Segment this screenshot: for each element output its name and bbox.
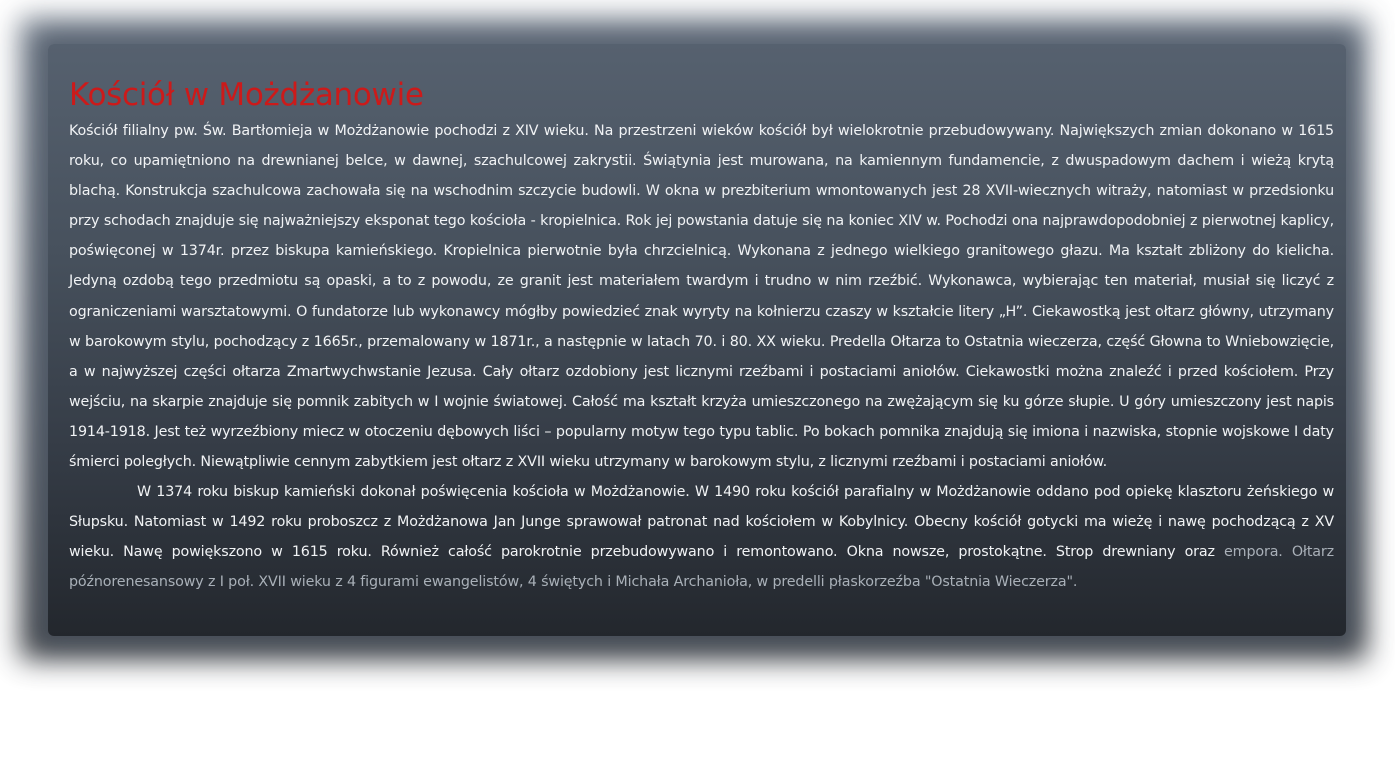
- article-content: [69, 74, 1334, 598]
- article-title: Kościół w Możdżanowie: [69, 77, 424, 113]
- article-paragraph-2-faded-text: empora. Ołtarz późnorenesansowy z I poł. XVII wieku z 4 figurami ewangelistów, 4 świętych i Michała Archanioła, w predelli płaskorzeźba "Ostatnia Wieczerza".: [69, 544, 1334, 591]
- article-paragraph-2-text: W 1374 roku biskup kamieński dokonał poświęcenia kościoła w Możdżanowie. W 1490 roku kościół parafialny w Możdżanowie oddano pod opiekę klasztoru żeńskiego w Słupsku. Natomiast w 1492 roku proboszcz z Możdżanowa Jan Junge sprawował patronat nad kościołem w Kobylnicy. Obecny kościół gotycki ma wieżę i nawę pochodzącą z XV wieku. Nawę powiększono w 1615 roku. Również całość parokrotnie przebudowywano i remontowano. Okna nowsze, prostokątne. Strop drewniany oraz: [69, 484, 1334, 561]
- article-paragraph-1: Kościół filialny pw. Św. Bartłomieja w Możdżanowie pochodzi z XIV wieku. Na przestrzeni wieków kościół był wielokrotnie przebudowywany. Największych zmian dokonano w 1615 roku, co upamiętniono na drewnianej belce, w dawnej, szachulcowej zakrystii. Świątynia jest murowana, na kamiennym fundamencie, z dwuspadowym dachem i wieżą krytą blachą. Konstrukcja szachulcowa zachowała się na wschodnim szczycie budowli. W okna w prezbiterium wmontowanych jest 28 XVII-wiecznych witraży, natomiast w przedsionku przy schodach znajduje się najważniejszy eksponat tego kościoła - kropielnica. Rok jej powstania datuje się na koniec XIV w. Pochodzi ona najprawdopodobniej z pierwotnej kaplicy, poświęconej w 1374r. przez biskupa kamieńskiego. Kropielnica pierwotnie była chrzcielnicą. Wykonana z jednego wielkiego granitowego głazu. Ma kształt zbliżony do kielicha. Jedyną ozdobą tego przedmiotu są opaski, a to z powodu, ze granit jest materiałem twardym i trudno w nim rzeźbić. Wykonawca, wybierając ten materiał, musiał się liczyć z ograniczeniami warsztatowymi. O fundatorze lub wykonawcy mógłby powiedzieć znak wyryty na kołnierzu czaszy w kształcie litery „H”. Ciekawostką jest ołtarz główny, utrzymany w barokowym stylu, pochodzący z 1665r., przemalowany w 1871r., a następnie w latach 70. i 80. XX wieku. Predella Ołtarza to Ostatnia wieczerza, część Głowna to Wniebowzięcie, a w najwyższej części ołtarza Zmartwychwstanie Jezusa. Cały ołtarz ozdobiony jest licznymi rzeźbami i postaciami aniołów. Ciekawostki można znaleźć i przed kościołem. Przy wejściu, na skarpie znajduje się pomnik zabitych w I wojnie światowej. Całość ma kształt krzyża umieszczonego na zwężającym się ku górze słupie. U góry umieszczony jest napis 1914-1918. Jest też wyrzeźbiony miecz w otoczeniu dębowych liści – popularny motyw tego typu tablic. Po bokach pomnika znajdują się imiona i nazwiska, stopnie wojskowe I daty śmierci poległych. Niewątpliwie cennym zabytkiem jest ołtarz z XVII wieku utrzymany w barokowym stylu, z licznymi rzeźbami i postaciami aniołów.: [69, 123, 1334, 471]
- article-paragraph-2: [69, 477, 1334, 597]
